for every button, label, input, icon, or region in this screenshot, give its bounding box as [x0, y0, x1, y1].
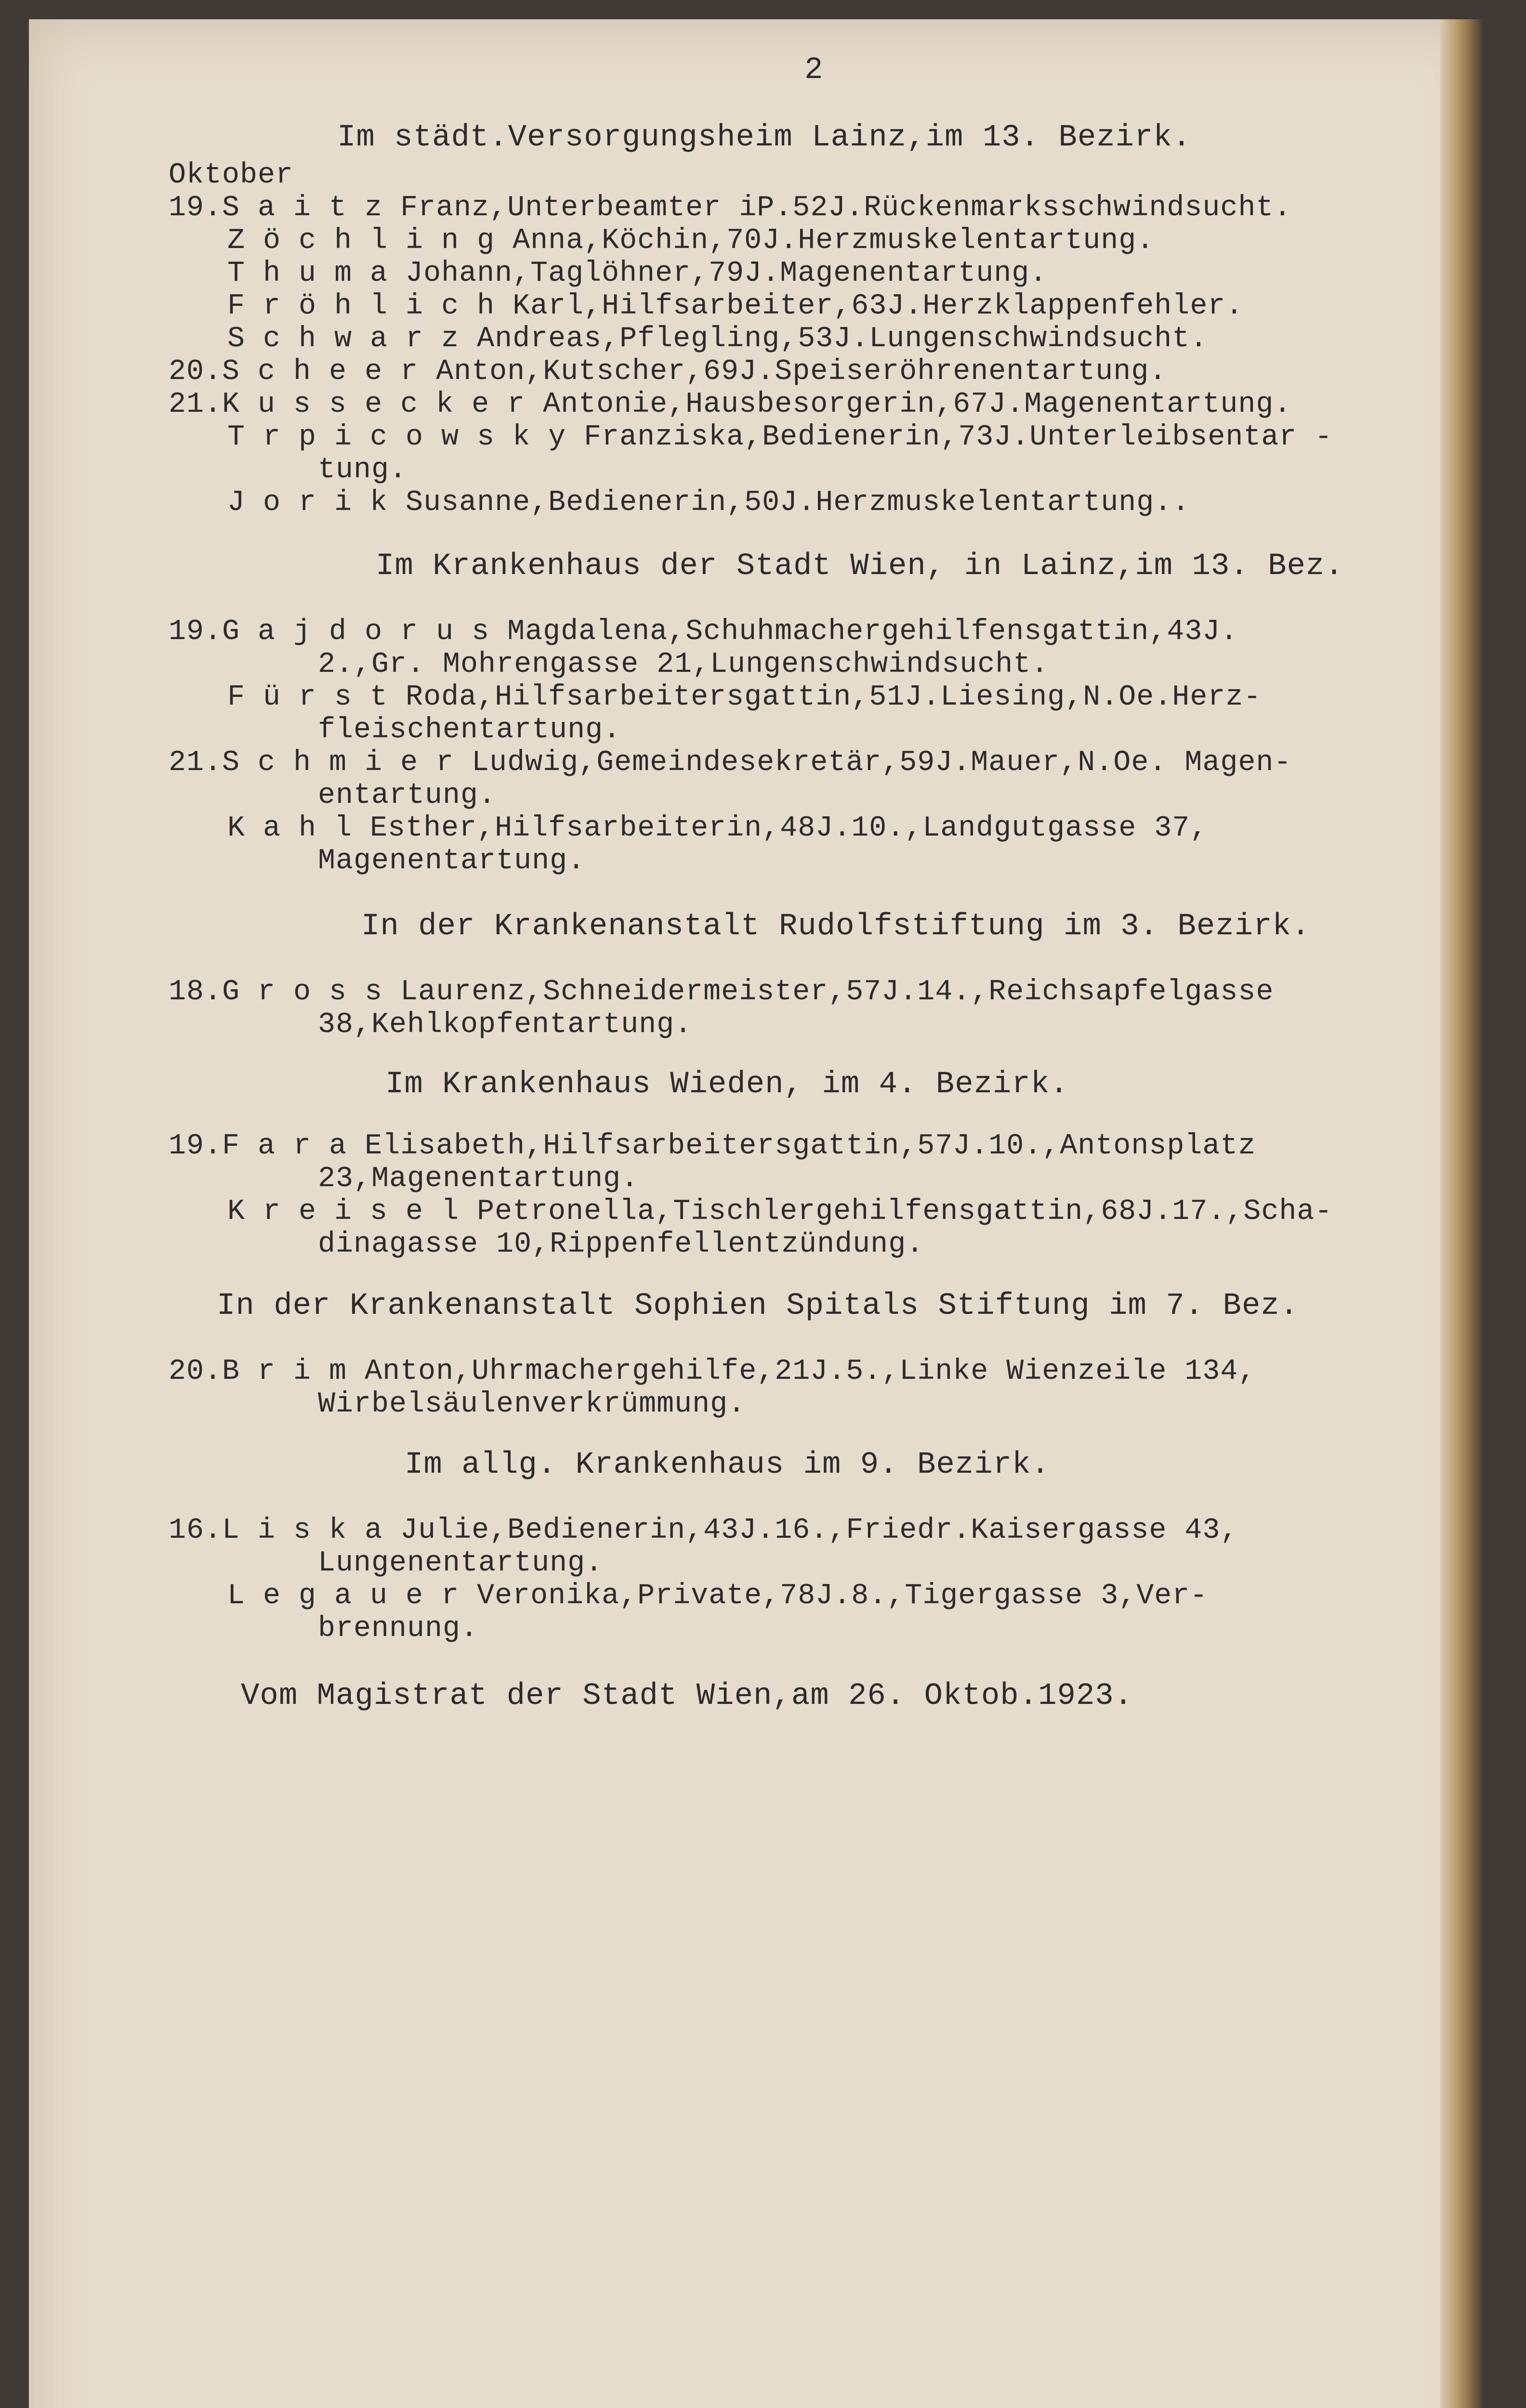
entry-line: dinagasse 10,Rippenfellentzündung.: [318, 1228, 924, 1261]
entry-line: 21.K u s s e c k e r Antonie,Hausbesorgerin,67J.Magenentartung.: [169, 388, 1292, 421]
heading-krankenhaus-wieden: Im Krankenhaus Wieden, im 4. Bezirk.: [385, 1067, 1069, 1102]
entry-line: S c h w a r z Andreas,Pflegling,53J.Lungenschwindsucht.: [227, 323, 1208, 355]
entry-line: Lungenentartung.: [318, 1547, 604, 1580]
document-page: [29, 19, 1484, 2408]
entry-line: 21.S c h m i e r Ludwig,Gemeindesekretär,59J.Mauer,N.Oe. Magen-: [169, 746, 1292, 779]
entry-line: fleischentartung.: [318, 714, 621, 746]
entry-line: Magenentartung.: [318, 845, 586, 877]
heading-lainz-versorgungsheim: Im städt.Versorgungsheim Lainz,im 13. Bezirk.: [337, 120, 1192, 155]
entry-line: Wirbelsäulenverkrümmung.: [318, 1388, 746, 1421]
entry-line: F ü r s t Roda,Hilfsarbeitersgattin,51J.Liesing,N.Oe.Herz-: [227, 681, 1262, 714]
entry-line: 20.B r i m Anton,Uhrmachergehilfe,21J.5.,Linke Wienzeile 134,: [169, 1355, 1256, 1388]
heading-sophien-spital: In der Krankenanstalt Sophien Spitals Stiftung im 7. Bez.: [217, 1289, 1299, 1323]
entry-line: brennung.: [318, 1612, 479, 1645]
entry-line: J o r i k Susanne,Bedienerin,50J.Herzmuskelentartung..: [227, 486, 1190, 519]
page-binding-edge: [1440, 19, 1484, 2408]
heading-allg-krankenhaus: Im allg. Krankenhaus im 9. Bezirk.: [405, 1448, 1050, 1482]
entry-line: 16.L i s k a Julie,Bedienerin,43J.16.,Friedr.Kaisergasse 43,: [169, 1514, 1238, 1547]
heading-rudolfstiftung: In der Krankenanstalt Rudolfstiftung im 3. Bezirk.: [361, 909, 1311, 944]
month-label: Oktober: [169, 159, 294, 192]
entry-line: L e g a u e r Veronika,Private,78J.8.,Tigergasse 3,Ver-: [227, 1580, 1208, 1612]
entry-line: 23,Magenentartung.: [318, 1163, 639, 1195]
entry-line: 19.S a i t z Franz,Unterbeamter iP.52J.Rückenmarksschwindsucht.: [169, 192, 1292, 224]
entry-line: 20.S c h e e r Anton,Kutscher,69J.Speiseröhrenentartung.: [169, 355, 1167, 388]
entry-line: entartung.: [318, 779, 497, 812]
entry-line: 18.G r o s s Laurenz,Schneidermeister,57J.14.,Reichsapfelgasse: [169, 976, 1274, 1008]
entry-line: 19.F a r a Elisabeth,Hilfsarbeitersgattin,57J.10.,Antonsplatz: [169, 1130, 1256, 1163]
closing-signature-line: Vom Magistrat der Stadt Wien,am 26. Oktob.1923.: [241, 1679, 1133, 1714]
entry-line: 2.,Gr. Mohrengasse 21,Lungenschwindsucht.: [318, 648, 1049, 681]
page-number: 2: [804, 53, 823, 88]
entry-line: 19.G a j d o r u s Magdalena,Schuhmachergehilfensgattin,43J.: [169, 615, 1238, 648]
entry-line: Z ö c h l i n g Anna,Köchin,70J.Herzmuskelentartung.: [227, 224, 1155, 257]
entry-line: K a h l Esther,Hilfsarbeiterin,48J.10.,Landgutgasse 37,: [227, 812, 1208, 845]
entry-line: T h u m a Johann,Taglöhner,79J.Magenentartung.: [227, 257, 1048, 290]
entry-line: F r ö h l i c h Karl,Hilfsarbeiter,63J.Herzklappenfehler.: [227, 290, 1244, 323]
entry-line: K r e i s e l Petronella,Tischlergehilfensgattin,68J.17.,Scha-: [227, 1195, 1333, 1228]
entry-line: tung.: [318, 454, 408, 486]
entry-line: T r p i c o w s k y Franziska,Bedienerin,73J.Unterleibsentar -: [227, 421, 1333, 454]
entry-line: 38,Kehlkopfentartung.: [318, 1008, 693, 1041]
heading-krankenhaus-lainz: Im Krankenhaus der Stadt Wien, in Lainz,im 13. Bez.: [376, 549, 1344, 584]
